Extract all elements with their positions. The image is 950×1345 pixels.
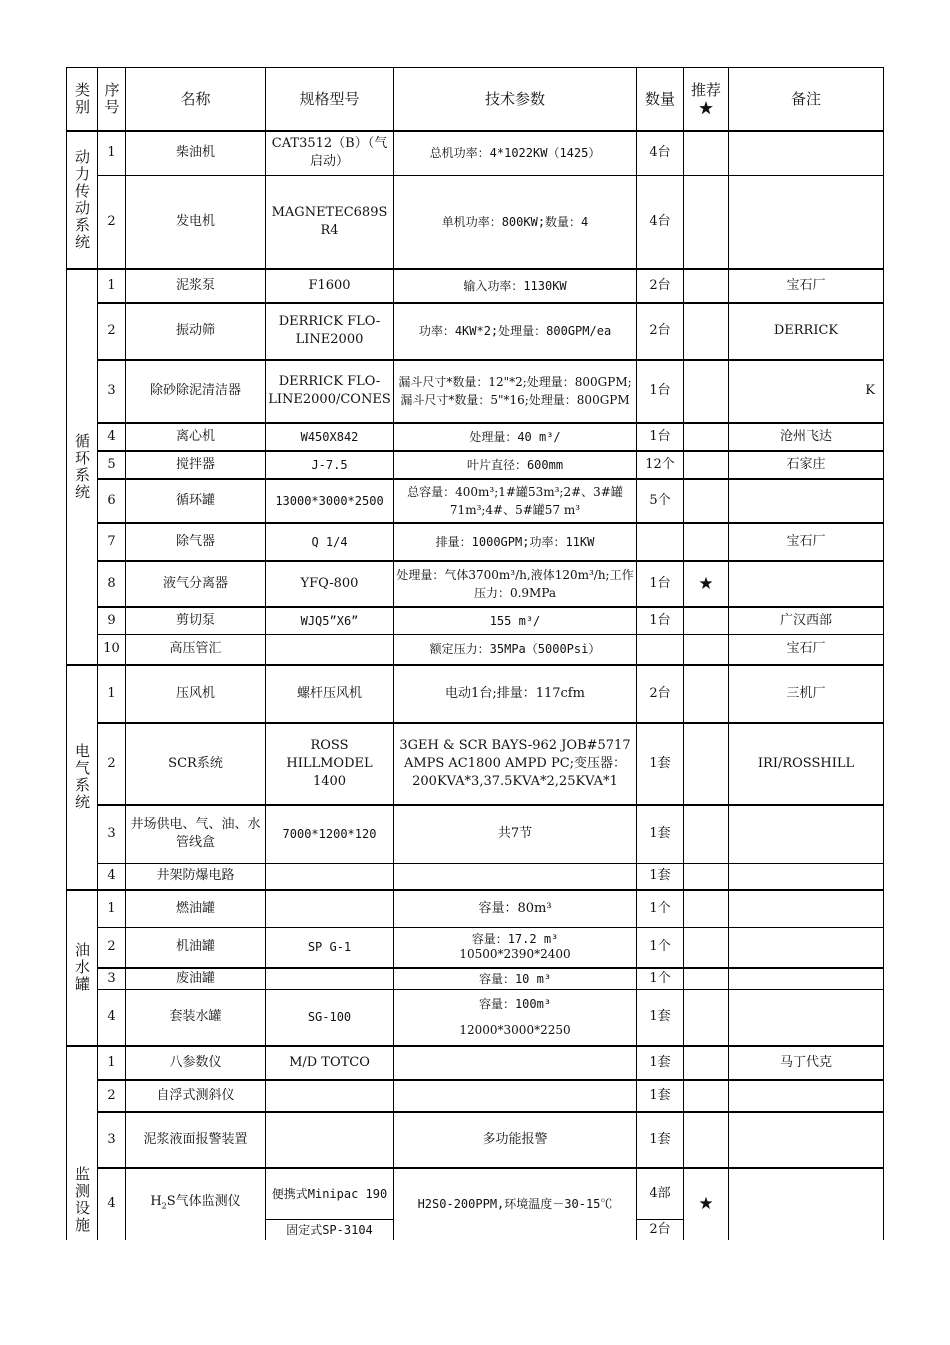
row-qty: 2台 [637,665,684,723]
row-params [394,864,637,890]
row-star [684,1080,729,1112]
row-name: 套装水罐 [126,990,266,1046]
row-remark: 宝石厂 [729,635,884,665]
row-star [684,723,729,805]
table-row [67,1080,884,1112]
table-row [67,303,884,360]
row-no: 4 [98,990,126,1046]
table-row [67,523,884,561]
row-name: 废油罐 [126,968,266,990]
header-index: 序号 [98,68,126,131]
row-model: J-7.5 [266,451,394,479]
row-params: 电动1台;排量：117cfm [394,665,637,723]
row-star [684,607,729,635]
row-no: 2 [98,1080,126,1112]
row-qty: 1个 [637,928,684,968]
row-star [684,269,729,303]
row-params [394,928,637,968]
row-name: 循环罐 [126,479,266,523]
row-star [684,423,729,451]
row-params: 容量：10 m³ [394,968,637,990]
row-model: DERRICK FLO-LINE2000/CONES [266,360,394,423]
row-name: 液气分离器 [126,561,266,607]
row-model: YFQ-800 [266,561,394,607]
row-qty [637,635,684,665]
row-no: 2 [98,303,126,360]
header-qty: 数量 [637,68,684,131]
table-row [67,990,884,1046]
row-model [266,1080,394,1112]
row-qty: 1套 [637,990,684,1046]
row-params [394,1046,637,1080]
header-name: 名称 [126,68,266,131]
row-remark [729,176,884,269]
row-model: 螺杆压风机 [266,665,394,723]
header-recommend: 推荐★ [684,68,729,131]
row-star [684,176,729,269]
row-model-2: 固定式SP-3104 [266,1220,394,1240]
row-star [684,635,729,665]
row-model: Q 1/4 [266,523,394,561]
row-model: DERRICK FLO-LINE2000 [266,303,394,360]
row-params: 多功能报警 [394,1112,637,1168]
row-name: 高压管汇 [126,635,266,665]
row-model: W450X842 [266,423,394,451]
row-remark [729,1080,884,1112]
section-monitoring: 监测设施 [67,1046,98,1240]
row-model [266,635,394,665]
table-row [67,1168,884,1220]
table-row [67,890,884,928]
table-row [67,451,884,479]
row-star [684,928,729,968]
row-no: 10 [98,635,126,665]
row-star [684,890,729,928]
row-remark: 马丁代克 [729,1046,884,1080]
table-row [67,1046,884,1080]
row-name: 搅拌器 [126,451,266,479]
row-no: 2 [98,176,126,269]
row-name: 除砂除泥清洁器 [126,360,266,423]
row-no: 3 [98,968,126,990]
table-row [67,968,884,990]
table-row [67,423,884,451]
row-star [684,1046,729,1080]
row-no: 1 [98,269,126,303]
row-params: 处理量：气体3700m³/h,液体120m³/h;工作压力：0.9MPa [394,561,637,607]
row-params: 单机功率：800KW;数量：4 [394,176,637,269]
table-row [67,131,884,176]
row-no: 4 [98,423,126,451]
row-name: 发电机 [126,176,266,269]
row-model: 便携式Minipac 190 [266,1168,394,1220]
row-params: 总机功率：4*1022KW（1425） [394,131,637,176]
row-qty: 2台 [637,269,684,303]
row-name: 压风机 [126,665,266,723]
row-remark [729,479,884,523]
row-params: 排量：1000GPM;功率：11KW [394,523,637,561]
row-no: 4 [98,1168,126,1240]
row-remark: IRI/ROSSHILL [729,723,884,805]
row-star [684,523,729,561]
row-name: 振动筛 [126,303,266,360]
row-model: WJQ5”X6” [266,607,394,635]
row-no: 1 [98,131,126,176]
row-qty: 1套 [637,1046,684,1080]
row-remark [729,561,884,607]
row-params: 共7节 [394,805,637,864]
row-params [394,1080,637,1112]
row-model: 7000*1200*120 [266,805,394,864]
row-params-line2: 12000*3000*2250 [459,1023,571,1038]
header-remark: 备注 [729,68,884,131]
row-no: 3 [98,805,126,864]
row-name: 剪切泵 [126,607,266,635]
row-no: 1 [98,890,126,928]
row-params: 输入功率：1130KW [394,269,637,303]
row-qty [637,523,684,561]
row-name [126,1168,266,1240]
row-remark [729,1168,884,1240]
row-model [266,890,394,928]
row-star [684,1112,729,1168]
row-remark [729,805,884,864]
row-remark: 三机厂 [729,665,884,723]
table-row [67,479,884,523]
row-no: 1 [98,665,126,723]
row-remark: 宝石厂 [729,523,884,561]
row-model: CAT3512（B）（气启动） [266,131,394,176]
row-params: H2S0-200PPM,环境温度－30-15℃ [394,1168,637,1240]
row-star [684,451,729,479]
row-name: 除气器 [126,523,266,561]
header-params: 技术参数 [394,68,637,131]
section-electrical: 电气系统 [67,665,98,890]
row-name: SCR系统 [126,723,266,805]
row-remark [729,131,884,176]
row-name: 离心机 [126,423,266,451]
row-no: 9 [98,607,126,635]
row-qty: 4部 [637,1168,684,1220]
row-remark [729,1112,884,1168]
row-model: F1600 [266,269,394,303]
table-row [67,561,884,607]
row-params-line2: 10500*2390*2400 [459,947,571,962]
row-model [266,1112,394,1168]
row-qty: 1套 [637,1112,684,1168]
row-qty: 4台 [637,176,684,269]
row-qty: 1个 [637,890,684,928]
row-params-line1: 容量：100m³ [478,997,552,1012]
table-row [67,928,884,968]
row-qty: 1套 [637,723,684,805]
row-remark: 石家庄 [729,451,884,479]
row-qty: 1台 [637,423,684,451]
row-qty: 5个 [637,479,684,523]
row-name: 八参数仪 [126,1046,266,1080]
row-no: 8 [98,561,126,607]
table-header-row [67,68,884,131]
row-no: 2 [98,723,126,805]
recommend-star-icon: ★ [684,1168,729,1240]
row-name: 柴油机 [126,131,266,176]
row-no: 7 [98,523,126,561]
row-model: 13000*3000*2500 [266,479,394,523]
row-params: 容量：80m³ [394,890,637,928]
row-params: 处理量：40 m³/ [394,423,637,451]
row-no: 4 [98,864,126,890]
row-qty: 1台 [637,360,684,423]
row-no: 3 [98,1112,126,1168]
row-params [394,990,637,1046]
row-model: M/D TOTCO [266,1046,394,1080]
row-qty: 12个 [637,451,684,479]
table-row [67,665,884,723]
table-row [67,1112,884,1168]
row-qty: 1台 [637,607,684,635]
row-qty: 1套 [637,1080,684,1112]
recommend-star-icon: ★ [684,561,729,607]
row-name: 井场供电、气、油、水管线盒 [126,805,266,864]
section-oilwater: 油水罐 [67,890,98,1046]
row-star [684,990,729,1046]
row-remark [729,864,884,890]
row-name: 泥浆液面报警装置 [126,1112,266,1168]
row-remark [729,928,884,968]
row-remark [729,968,884,990]
row-qty: 1台 [637,561,684,607]
row-model: SG-100 [266,990,394,1046]
table-row [67,360,884,423]
row-remark: 广汉西部 [729,607,884,635]
row-name-h: H [150,1193,162,1209]
row-name: 井架防爆电路 [126,864,266,890]
row-name: 机油罐 [126,928,266,968]
table-row [67,864,884,890]
row-star [684,864,729,890]
header-model: 规格型号 [266,68,394,131]
row-star [684,303,729,360]
row-remark [729,990,884,1046]
row-no: 2 [98,928,126,968]
row-star [684,131,729,176]
row-model: ROSS HILLMODEL 1400 [266,723,394,805]
row-qty: 1套 [637,864,684,890]
row-name: 自浮式测斜仪 [126,1080,266,1112]
header-category: 类别 [67,68,98,131]
row-star [684,479,729,523]
row-star [684,665,729,723]
table-row [67,805,884,864]
row-params-line1: 容量：17.2 m³ [471,932,559,947]
row-params: 总容量：400m³;1#罐53m³;2#、3#罐71m³;4#、5#罐57 m³ [394,479,637,523]
row-model [266,968,394,990]
row-name-rest: S气体监测仪 [166,1193,241,1209]
row-qty: 2台 [637,303,684,360]
row-name: 燃油罐 [126,890,266,928]
row-model: SP G-1 [266,928,394,968]
row-no: 6 [98,479,126,523]
row-params: 功率：4KW*2;处理量：800GPM/ea [394,303,637,360]
row-qty: 1套 [637,805,684,864]
table-row [67,723,884,805]
row-qty: 4台 [637,131,684,176]
row-params: 3GEH & SCR BAYS-962 JOB#5717 AMPS AC1800 AMPD PC;变压器：200KVA*3,37.5KVA*2,25KVA*1 [394,723,637,805]
row-params: 155 m³/ [394,607,637,635]
row-star [684,360,729,423]
row-no: 1 [98,1046,126,1080]
row-star [684,968,729,990]
row-remark: K [729,360,884,423]
row-remark: DERRICK [729,303,884,360]
row-star [684,805,729,864]
row-params: 漏斗尺寸*数量：12"*2;处理量：800GPM;漏斗尺寸*数量：5"*16;处理量：800GPM [394,360,637,423]
section-power: 动力传动系统 [67,131,98,269]
row-remark [729,890,884,928]
row-no: 3 [98,360,126,423]
row-remark: 沧州飞达 [729,423,884,451]
row-qty: 1个 [637,968,684,990]
section-circulation: 循环系统 [67,269,98,665]
table-row [67,635,884,665]
table-row [67,607,884,635]
table-row [67,269,884,303]
row-model [266,864,394,890]
row-no: 5 [98,451,126,479]
table-row [67,176,884,269]
row-qty-2: 2台 [637,1220,684,1240]
row-name-sub: 2 [161,1201,167,1211]
row-name: 泥浆泵 [126,269,266,303]
row-params: 叶片直径：600mm [394,451,637,479]
row-params: 额定压力：35MPa（5000Psi） [394,635,637,665]
row-model: MAGNETEC689SR4 [266,176,394,269]
row-remark: 宝石厂 [729,269,884,303]
equipment-spec-table [66,67,884,1240]
